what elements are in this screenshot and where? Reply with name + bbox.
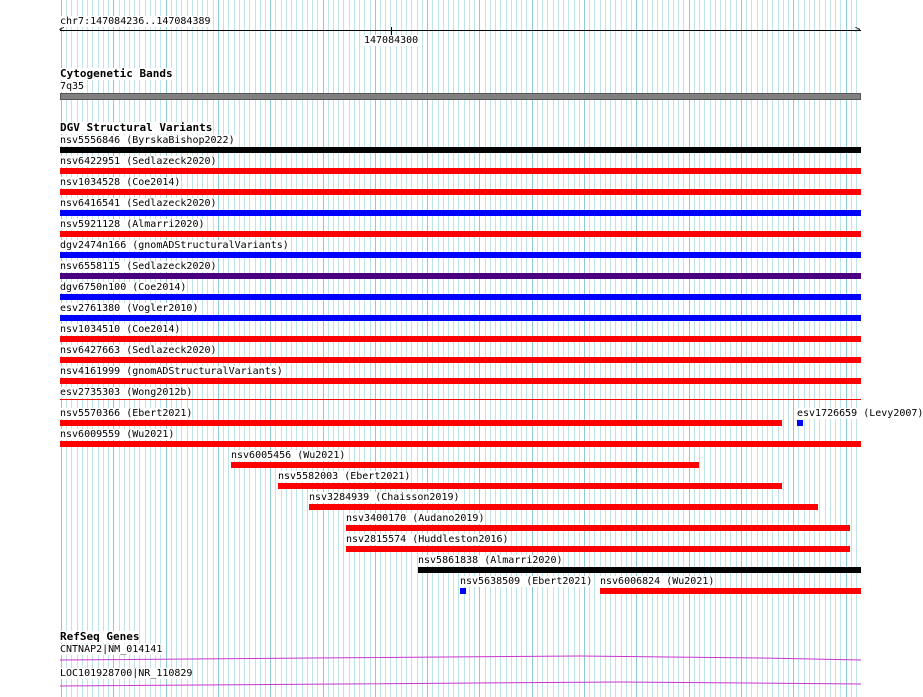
variant-bar[interactable] [60,168,861,174]
variant-bar[interactable] [60,210,861,216]
variant-label[interactable]: nsv6005456 (Wu2021) [231,450,346,461]
variant-label[interactable]: nsv3284939 (Chaisson2019) [309,492,460,503]
variant-label[interactable]: esv2735303 (Wong2012b) [60,387,193,398]
ruler-axis [60,30,861,31]
variant-label[interactable]: nsv1034528 (Coe2014) [60,177,181,188]
gene-label-loc101928700: LOC101928700|NR_110829 [60,668,193,679]
variant-bar[interactable] [231,462,699,468]
variant-label[interactable]: nsv6558115 (Sedlazeck2020) [60,261,217,272]
variant-bar[interactable] [60,441,861,447]
variant-label[interactable]: esv1726659 (Levy2007) [797,408,923,419]
variant-label[interactable]: dgv6750n100 (Coe2014) [60,282,187,293]
gene-model-cntnap2[interactable] [60,654,861,662]
variant-bar[interactable] [60,357,861,363]
variant-bar[interactable] [60,399,861,400]
ruler-right-arrow-icon[interactable]: > [855,25,861,35]
variant-bar[interactable] [278,483,782,489]
variant-label[interactable]: nsv6006824 (Wu2021) [600,576,715,587]
variant-bar[interactable] [60,231,861,237]
variant-label[interactable]: nsv5921128 (Almarri2020) [60,219,205,230]
ruler-range-label: chr7:147084236..147084389 [60,16,211,27]
ruler-left-arrow-icon[interactable]: < [59,25,65,35]
variant-label[interactable]: esv2761380 (Vogler2010) [60,303,199,314]
variant-label[interactable]: nsv6427663 (Sedlazeck2020) [60,345,217,356]
variant-label[interactable]: dgv2474n166 (gnomADStructuralVariants) [60,240,289,251]
variant-bar[interactable] [346,525,850,531]
variant-bar[interactable] [797,420,803,426]
variant-bar[interactable] [418,567,861,573]
variant-bar[interactable] [60,378,861,384]
variant-bar[interactable] [309,504,818,510]
variant-label[interactable]: nsv1034510 (Coe2014) [60,324,181,335]
variant-label[interactable]: nsv5556846 (ByrskaBishop2022) [60,135,235,146]
variant-label[interactable]: nsv4161999 (gnomADStructuralVariants) [60,366,283,377]
variant-label[interactable]: nsv6422951 (Sedlazeck2020) [60,156,217,167]
cytoband-label: 7q35 [60,81,85,92]
variant-label[interactable]: nsv5638509 (Ebert2021) [460,576,593,587]
ruler-tick [391,27,392,35]
ruler-tick-label: 147084300 [364,35,419,46]
dgv-track-title[interactable]: DGV Structural Variants [60,121,213,134]
variant-bar[interactable] [460,588,466,594]
variant-bar[interactable] [346,546,850,552]
variant-bar[interactable] [60,147,861,153]
variant-bar[interactable] [60,252,861,258]
gene-label-cntnap2: CNTNAP2|NM_014141 [60,644,163,655]
refseq-track-title[interactable]: RefSeq Genes [60,630,140,643]
variant-label[interactable]: nsv3400170 (Audano2019) [346,513,485,524]
variant-bar[interactable] [60,294,861,300]
variant-label[interactable]: nsv5570366 (Ebert2021) [60,408,193,419]
cytoband-track-title[interactable]: Cytogenetic Bands [60,67,173,80]
variant-bar[interactable] [60,315,861,321]
variant-bar[interactable] [60,336,861,342]
variant-label[interactable]: nsv6009559 (Wu2021) [60,429,175,440]
variant-bar[interactable] [60,273,861,279]
gene-model-loc101928700[interactable] [60,680,861,688]
variant-bar[interactable] [60,420,782,426]
variant-bar[interactable] [60,189,861,195]
variant-label[interactable]: nsv5582003 (Ebert2021) [278,471,411,482]
variant-label[interactable]: nsv2815574 (Huddleston2016) [346,534,509,545]
variant-label[interactable]: nsv5861838 (Almarri2020) [418,555,563,566]
variant-label[interactable]: nsv6416541 (Sedlazeck2020) [60,198,217,209]
cytoband-bar[interactable] [60,93,861,100]
variant-bar[interactable] [600,588,861,594]
